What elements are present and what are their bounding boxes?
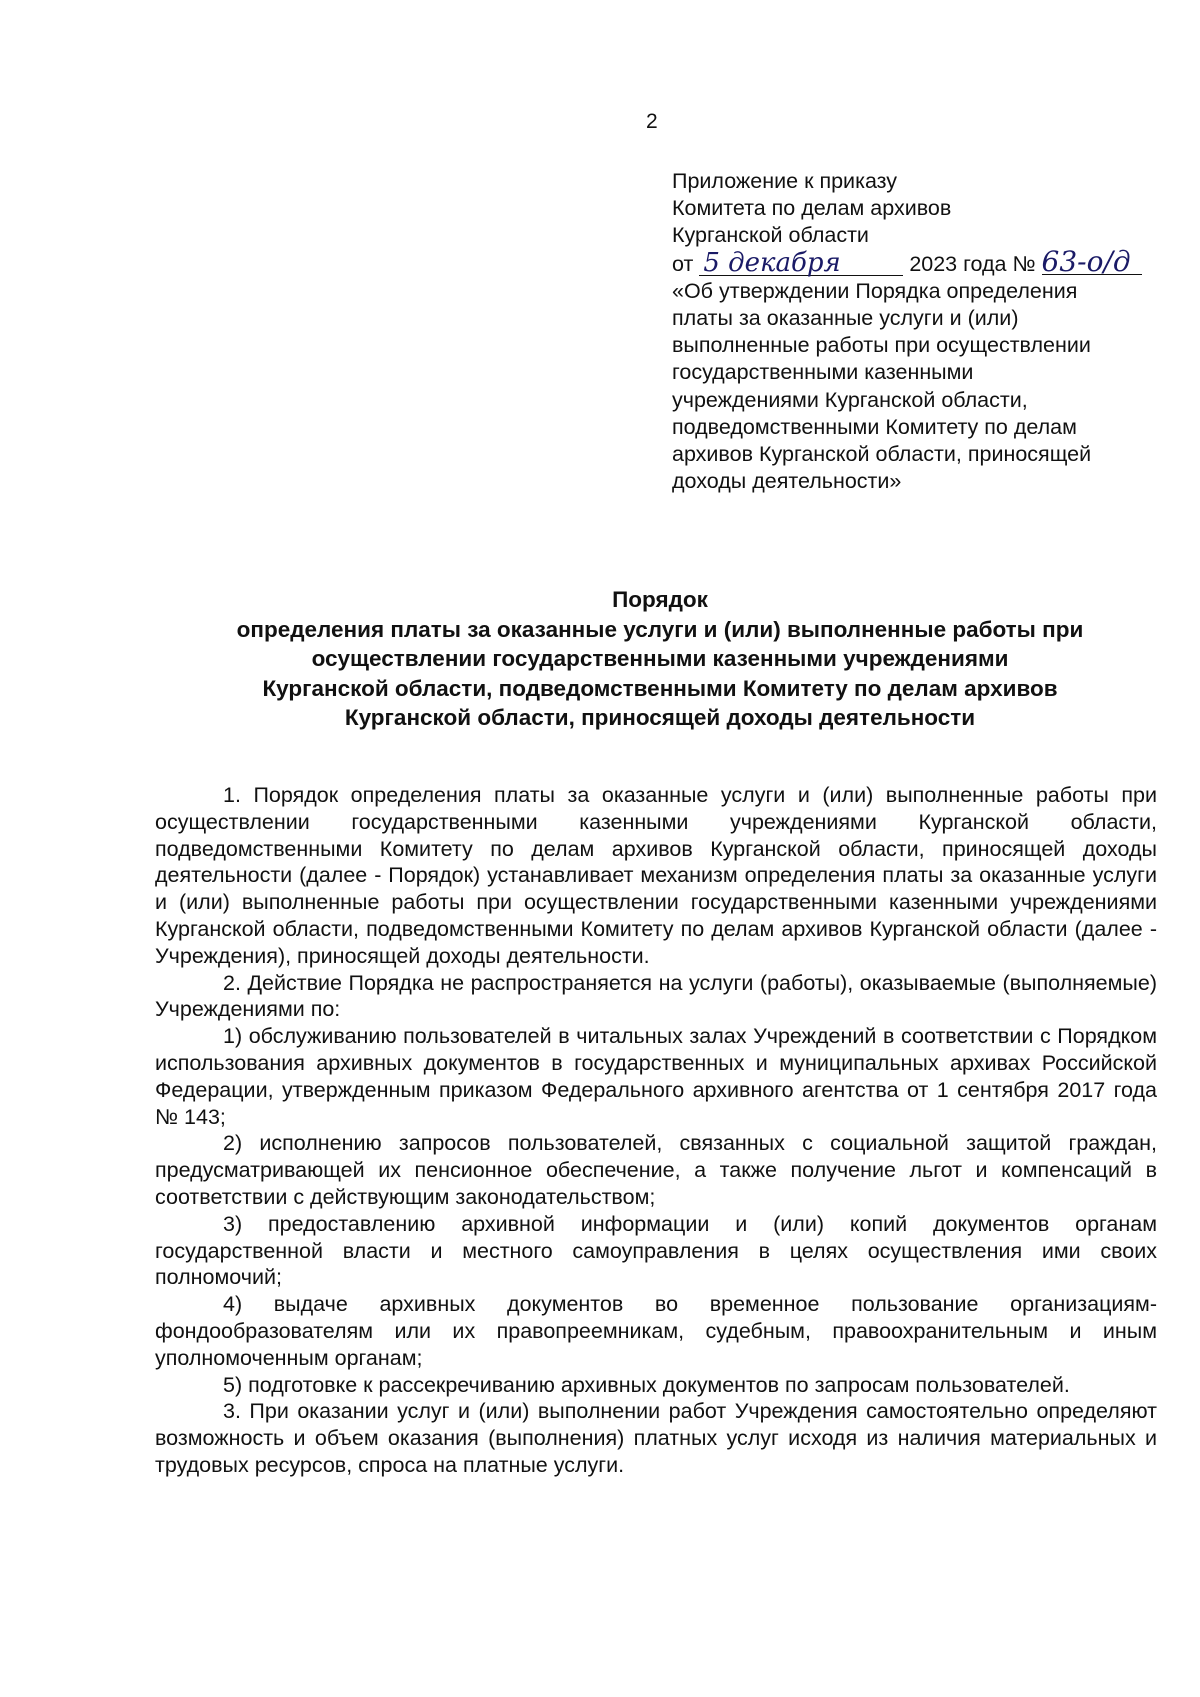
subject-line: учреждениями Курганской области, (672, 387, 1028, 412)
list-item-5: 5) подготовке к рассекречиванию архивных документов по запросам пользователей. (223, 1372, 1070, 1397)
paragraph-2: 2. Действие Порядка не распространяется на услуги (работы), оказываемые (выполняемые) Учреждениями по: (155, 970, 1157, 1022)
subject-line: платы за оказанные услуги и (или) (672, 306, 1019, 331)
appendix-block (672, 168, 1152, 495)
appendix-line: Приложение к приказу (672, 169, 898, 193)
subject-line: «Об утверждении Порядка определения (672, 278, 1078, 303)
subject-line: доходы деятельности» (672, 469, 902, 494)
date-prefix: от (672, 251, 694, 276)
paragraph-1: 1. Порядок определения платы за оказанные услуги и (или) выполненные работы при осуществлении государственными казенными учреждениями Курганской области, подведомственными Комитету по делам архивов Курганской области, приносящей доходы деятельности (далее - Порядок) устанавливает механизм определения платы за оказанные услуги и (или) выполненные работы при осуществлении государственными казенными учреждениями Курганской области, подведомственными Комитету по делам архивов Курганской области (далее - Учреждения), приносящей доходы деятельности. (155, 783, 1157, 968)
handwritten-date: 5 декабря (699, 251, 903, 276)
list-item-1: 1) обслуживанию пользователей в читальных залах Учреждений в соответствии с Порядком использования архивных документов в государственных и муниципальных архивах Российской Федерации, утвержденным приказом Федерального архивного агентства от 1 сентября 2017 года № 143; (155, 1024, 1157, 1129)
title-line: Порядок (612, 587, 708, 612)
page-number: 2 (646, 110, 658, 133)
title-line: осуществлении государственными казенными учреждениями (311, 646, 1009, 671)
subject-line: архивов Курганской области, приносящей (672, 442, 1092, 467)
list-item-4: 4) выдаче архивных документов во временное пользование организациям-фондообразователям или их правопреемникам, судебным, правоохранительным и иным уполномоченным органам; (155, 1292, 1157, 1370)
title-line: определения платы за оказанные услуги и (или) выполненные работы при (236, 616, 1084, 642)
paragraph-3: 3. При оказании услуг и (или) выполнении работ Учреждения самостоятельно определяют возможность и объем оказания (выполнения) платных услуг исходя из наличия материальных и трудовых ресурсов, спроса на платные услуги. (155, 1399, 1157, 1477)
appendix-line: Курганской области (672, 223, 869, 248)
title-line: Курганской области, подведомственными Комитету по делам архивов (262, 675, 1058, 701)
subject-line: выполненные работы при осуществлении (672, 333, 1091, 358)
year-text: 2023 года № (909, 251, 1036, 276)
document-title (150, 585, 1170, 733)
list-item-2: 2) исполнению запросов пользователей, связанных с социальной защитой граждан, предусматривающей их пенсионное обеспечение, а также получение льгот и компенсаций в соответствии с действующим законодательством; (155, 1131, 1157, 1209)
subject-line: государственными казенными (672, 360, 974, 385)
subject-line: подведомственными Комитету по делам (672, 414, 1077, 439)
order-date-line (672, 244, 1152, 278)
document-body (155, 782, 1157, 1479)
appendix-line: Комитета по делам архивов (672, 196, 952, 221)
handwritten-order-number: 63-о/д (1042, 250, 1142, 275)
title-line: Курганской области, приносящей доходы деятельности (344, 705, 976, 730)
list-item-3: 3) предоставлению архивной информации и (или) копий документов органам государственной власти и местного самоуправления в целях осуществления ими своих полномочий; (155, 1211, 1157, 1290)
